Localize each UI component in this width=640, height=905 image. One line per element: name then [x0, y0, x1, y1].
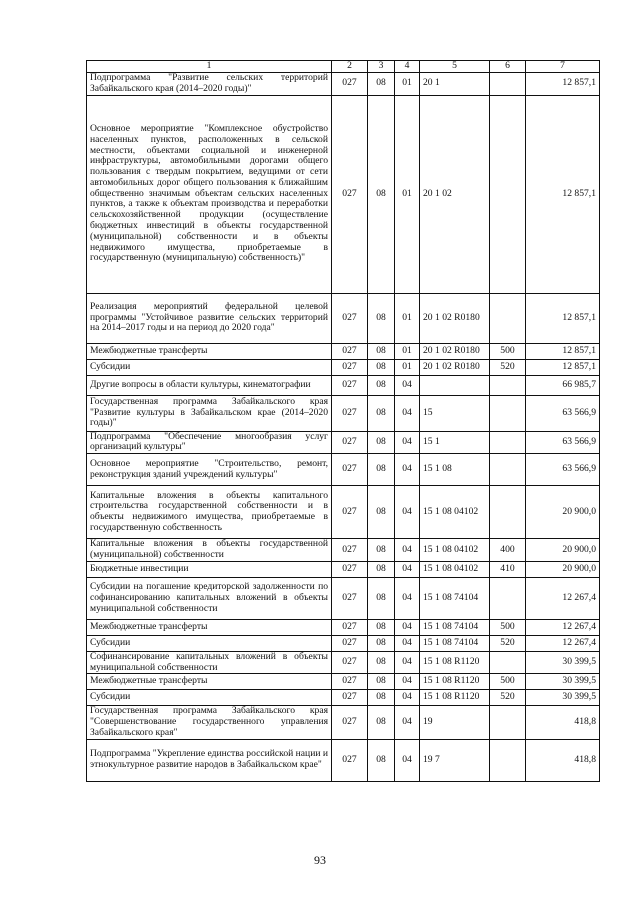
row-code-5: 15 1 08 74104 [420, 577, 490, 619]
row-amount: 20 900,0 [526, 539, 600, 562]
row-code-5: 15 1 08 R1120 [420, 674, 490, 690]
row-code-6 [490, 431, 526, 454]
row-code-6: 500 [490, 674, 526, 690]
row-code-5: 15 1 08 04102 [420, 539, 490, 562]
row-code-5 [420, 375, 490, 395]
table-row [87, 431, 600, 454]
row-code-2: 027 [332, 651, 368, 674]
row-code-4: 04 [395, 577, 420, 619]
header-col-7: 7 [526, 61, 600, 73]
row-code-4: 01 [395, 359, 420, 375]
row-code-3: 08 [368, 73, 395, 96]
header-col-1: 1 [87, 61, 332, 73]
table-row [87, 739, 600, 781]
row-code-3: 08 [368, 486, 395, 539]
table-row [87, 343, 600, 359]
row-code-3: 08 [368, 395, 395, 431]
table-row [87, 375, 600, 395]
row-amount: 63 566,9 [526, 431, 600, 454]
row-amount: 12 267,4 [526, 635, 600, 651]
row-code-6 [490, 651, 526, 674]
row-name: Субсидии [87, 359, 332, 375]
row-code-4: 01 [395, 293, 420, 343]
row-amount: 12 857,1 [526, 293, 600, 343]
header-col-3: 3 [368, 61, 395, 73]
row-code-4: 01 [395, 73, 420, 96]
row-amount: 418,8 [526, 739, 600, 781]
row-code-2: 027 [332, 454, 368, 486]
row-code-2: 027 [332, 561, 368, 577]
row-amount: 12 267,4 [526, 577, 600, 619]
row-code-4: 04 [395, 651, 420, 674]
table-row [87, 706, 600, 739]
row-code-5: 20 1 02 R0180 [420, 293, 490, 343]
row-amount: 63 566,9 [526, 454, 600, 486]
page-number: 93 [314, 853, 326, 867]
row-name: Капитальные вложения в объекты капитального строительства государственной собственности и в объекты недвижимого имущества, приобретаемые в государственную собственность [87, 486, 332, 539]
row-code-2: 027 [332, 486, 368, 539]
table-row [87, 293, 600, 343]
row-code-3: 08 [368, 293, 395, 343]
table-row [87, 561, 600, 577]
table-row [87, 690, 600, 706]
table-row [87, 395, 600, 431]
row-name: Подпрограмма "Обеспечение многообразия услуг организаций культуры" [87, 431, 332, 454]
row-code-3: 08 [368, 431, 395, 454]
row-name: Другие вопросы в области культуры, кинематографии [87, 375, 332, 395]
row-code-6 [490, 375, 526, 395]
row-code-6: 520 [490, 359, 526, 375]
row-code-2: 027 [332, 739, 368, 781]
row-code-5: 20 1 02 R0180 [420, 359, 490, 375]
row-code-2: 027 [332, 539, 368, 562]
row-amount: 12 857,1 [526, 343, 600, 359]
row-code-6: 520 [490, 635, 526, 651]
row-name: Подпрограмма "Укрепление единства российской нации и этнокультурное развитие народов в Забайкальском крае" [87, 739, 332, 781]
row-code-2: 027 [332, 95, 368, 293]
table-row [87, 539, 600, 562]
table-row [87, 454, 600, 486]
row-code-6 [490, 739, 526, 781]
row-code-3: 08 [368, 561, 395, 577]
row-name: Межбюджетные трансферты [87, 343, 332, 359]
row-name: Государственная программа Забайкальского края "Совершенствование государственного управления Забайкальского края" [87, 706, 332, 739]
row-code-5: 15 1 08 R1120 [420, 690, 490, 706]
row-name: Капитальные вложения в объекты государственной (муниципальной) собственности [87, 539, 332, 562]
row-code-6: 500 [490, 343, 526, 359]
row-code-3: 08 [368, 651, 395, 674]
row-code-3: 08 [368, 690, 395, 706]
row-name: Софинансирование капитальных вложений в объекты муниципальной собственности [87, 651, 332, 674]
row-amount: 63 566,9 [526, 395, 600, 431]
row-code-4: 04 [395, 431, 420, 454]
row-code-5: 15 1 [420, 431, 490, 454]
row-name: Основное мероприятие "Комплексное обустройство населенных пунктов, расположенных в сельской местности, объектами социальной и инженерной инфраструктуры, автомобильными дорогами общего пользования с твердым покрытием, ведущими от сети автомобильных дорог общего пользования к ближайшим общественно значимым объектам сельских населенных пунктов, а также к объектам производства и переработки сельскохозяйственной продукции (осуществление бюджетных инвестиций в объекты государственной (муниципальной) собственности и в объекты недвижимого имущества, приобретаемые в государственную (муниципальную) собственность)" [87, 95, 332, 293]
row-amount: 12 857,1 [526, 359, 600, 375]
row-code-2: 027 [332, 395, 368, 431]
row-code-6 [490, 454, 526, 486]
row-amount: 12 267,4 [526, 619, 600, 635]
table-row [87, 619, 600, 635]
row-code-4: 01 [395, 95, 420, 293]
header-col-2: 2 [332, 61, 368, 73]
row-name: Межбюджетные трансферты [87, 674, 332, 690]
table-row [87, 95, 600, 293]
header-row [87, 61, 600, 73]
row-code-2: 027 [332, 635, 368, 651]
row-code-2: 027 [332, 690, 368, 706]
row-code-3: 08 [368, 539, 395, 562]
row-code-5: 15 1 08 74104 [420, 635, 490, 651]
table-row [87, 73, 600, 96]
row-code-4: 01 [395, 343, 420, 359]
row-code-5: 20 1 [420, 73, 490, 96]
row-code-4: 04 [395, 375, 420, 395]
row-code-5: 15 [420, 395, 490, 431]
row-code-3: 08 [368, 674, 395, 690]
row-name: Государственная программа Забайкальского края "Развитие культуры в Забайкальском крае (2014–2020 годы)" [87, 395, 332, 431]
row-code-4: 04 [395, 539, 420, 562]
row-code-5: 15 1 08 04102 [420, 486, 490, 539]
table-row [87, 651, 600, 674]
row-code-5: 15 1 08 R1120 [420, 651, 490, 674]
row-code-4: 04 [395, 674, 420, 690]
row-code-3: 08 [368, 706, 395, 739]
row-name: Субсидии [87, 635, 332, 651]
table-row [87, 635, 600, 651]
row-amount: 30 399,5 [526, 651, 600, 674]
row-code-5: 15 1 08 04102 [420, 561, 490, 577]
row-code-6: 410 [490, 561, 526, 577]
row-name: Основное мероприятие "Строительство, ремонт, реконструкция зданий учреждений культуры" [87, 454, 332, 486]
row-code-4: 04 [395, 739, 420, 781]
row-amount: 66 985,7 [526, 375, 600, 395]
row-code-4: 04 [395, 454, 420, 486]
row-code-3: 08 [368, 635, 395, 651]
row-name: Субсидии [87, 690, 332, 706]
row-code-2: 027 [332, 293, 368, 343]
row-code-4: 04 [395, 395, 420, 431]
row-code-5: 15 1 08 74104 [420, 619, 490, 635]
row-code-2: 027 [332, 619, 368, 635]
row-code-2: 027 [332, 73, 368, 96]
row-name: Подпрограмма "Развитие сельских территорий Забайкальского края (2014–2020 годы)" [87, 73, 332, 96]
table-row [87, 359, 600, 375]
row-code-4: 04 [395, 706, 420, 739]
row-amount: 12 857,1 [526, 95, 600, 293]
row-code-4: 04 [395, 690, 420, 706]
table-row [87, 486, 600, 539]
row-code-4: 04 [395, 635, 420, 651]
row-code-6: 500 [490, 619, 526, 635]
row-code-4: 04 [395, 561, 420, 577]
table-row [87, 674, 600, 690]
table-row [87, 577, 600, 619]
row-amount: 418,8 [526, 706, 600, 739]
row-name: Субсидии на погашение кредиторской задолженности по софинансированию капитальных вложений в объекты муниципальной собственности [87, 577, 332, 619]
row-amount: 30 399,5 [526, 674, 600, 690]
row-code-3: 08 [368, 359, 395, 375]
row-code-5: 19 [420, 706, 490, 739]
row-code-3: 08 [368, 619, 395, 635]
row-code-4: 04 [395, 486, 420, 539]
header-col-5: 5 [420, 61, 490, 73]
row-name: Реализация мероприятий федеральной целевой программы "Устойчивое развитие сельских территорий на 2014–2017 годы и на период до 2020 года" [87, 293, 332, 343]
row-name: Межбюджетные трансферты [87, 619, 332, 635]
row-code-6: 520 [490, 690, 526, 706]
row-code-6 [490, 706, 526, 739]
row-code-5: 19 7 [420, 739, 490, 781]
row-amount: 30 399,5 [526, 690, 600, 706]
table-body [87, 73, 600, 782]
row-code-6 [490, 73, 526, 96]
budget-table [86, 60, 600, 782]
row-code-6 [490, 395, 526, 431]
row-name: Бюджетные инвестиции [87, 561, 332, 577]
row-code-2: 027 [332, 343, 368, 359]
row-code-3: 08 [368, 375, 395, 395]
header-col-4: 4 [395, 61, 420, 73]
row-code-2: 027 [332, 431, 368, 454]
row-code-6 [490, 293, 526, 343]
row-code-3: 08 [368, 577, 395, 619]
row-code-5: 20 1 02 [420, 95, 490, 293]
row-code-5: 20 1 02 R0180 [420, 343, 490, 359]
row-code-2: 027 [332, 359, 368, 375]
row-code-3: 08 [368, 343, 395, 359]
row-code-2: 027 [332, 577, 368, 619]
row-code-4: 04 [395, 619, 420, 635]
row-code-6: 400 [490, 539, 526, 562]
row-code-3: 08 [368, 95, 395, 293]
row-code-5: 15 1 08 [420, 454, 490, 486]
row-code-6 [490, 95, 526, 293]
row-code-3: 08 [368, 739, 395, 781]
row-amount: 20 900,0 [526, 486, 600, 539]
row-code-2: 027 [332, 706, 368, 739]
row-code-3: 08 [368, 454, 395, 486]
row-code-6 [490, 577, 526, 619]
row-code-2: 027 [332, 674, 368, 690]
table-header [87, 61, 600, 73]
row-code-2: 027 [332, 375, 368, 395]
row-amount: 12 857,1 [526, 73, 600, 96]
header-col-6: 6 [490, 61, 526, 73]
row-code-6 [490, 486, 526, 539]
row-amount: 20 900,0 [526, 561, 600, 577]
